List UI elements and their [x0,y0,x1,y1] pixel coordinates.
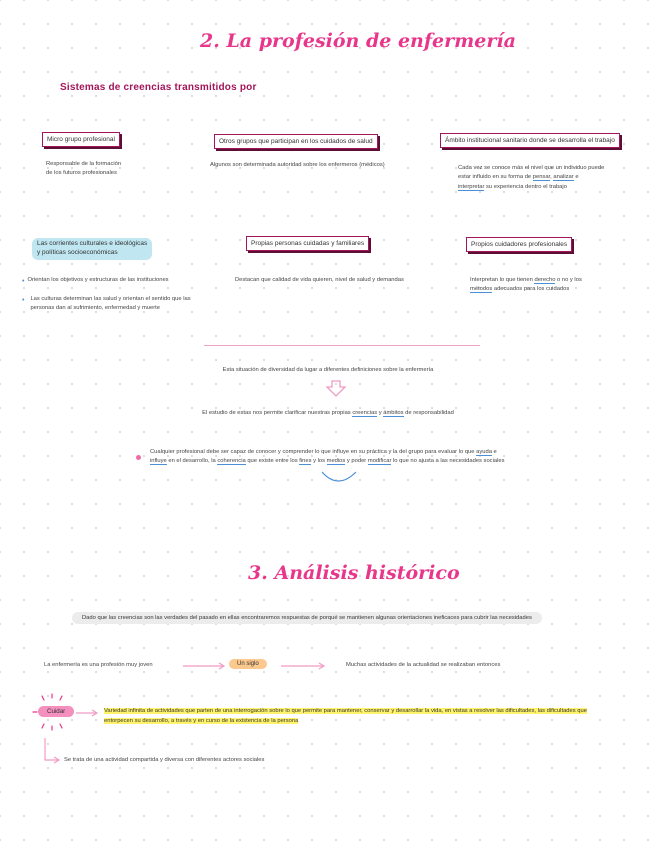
section-2-title: 2. La profesión de enfermería [200,30,516,52]
corrientes-bullets: • Orientan los objetivos y estructuras de las instituciones • Las culturas determinan las salud y orientan el sentido que las personas dan al sufrimiento, enfermedad y muerte [22,277,191,312]
diversity-text: Esta situación de diversidad da lugar a diferentes definiciones sobre la enfermería [222,367,434,373]
arrow-right-icon [183,662,227,670]
un-siglo-pill: Un siglo [229,659,267,669]
propias-personas-desc: Destacan que calidad de vida quieren, nivel de salud y demandas [235,277,404,283]
ambito-institucional-desc: Cada vez se conoce más el nivel que un individuo puede estar influido en su forma de pensar, analizar e interpretar su experiencia dentro el trabajo [458,165,605,190]
cuidar-definition: Variedad infinita de actividades que parten de una interrogación sobre lo que permite para mantener, conservar y desarrollar la vida, en vistas a resolver las dificultades, las dificultades que entorpecen su desarrollo, a través y en curso de la existencia de la persona [104,708,587,725]
micro-grupo-desc: Responsable de la formación de los futuros profesionales [46,161,122,177]
final-text: Se trata de una actividad compartida y diversa con diferentes actores sociales [64,757,265,763]
box-otros-grupos: Otros grupos que participan en los cuidados de salud [214,134,378,149]
down-arrow-icon [326,380,346,398]
box-propios-cuidadores: Propios cuidadores profesionales [466,237,572,252]
otros-grupos-desc: Algunos son determinada autoridad sobre los enfermeros (médicos) [210,162,385,168]
study-text: El estudio de estas nos permite clarificar nuestras propias creencias y ámbitos de responsabilidad [202,410,454,416]
section-subtitle: Sistemas de creencias transmitidos por [60,82,257,93]
section-divider [204,345,480,346]
pink-bullet-icon [136,455,141,460]
professional-paragraph: Cualquier profesional debe ser capaz de conocer y comprender lo que influye en su práctica y la del grupo para evaluar lo que ayuda e influye en el desarrollo, la coherencia que existe entre los fines y los medios y poder modificar lo que no ajusta a las necesidades sociales [150,449,505,465]
flow-left-text: La enfermería es una profesión muy joven [44,662,153,668]
box-ambito-institucional: Ámbito institucional sanitario donde se desarrolla el trabajo [440,133,620,148]
connector-curve-icon [320,470,360,486]
section-3-title: 3. Análisis histórico [248,562,460,584]
box-corrientes-culturales: Las corrientes culturales e ideológicas y políticas socioeconómicas [32,238,152,260]
arrow-right-icon [281,662,327,670]
propios-cuidadores-desc: Interpretan lo que tienen derecho o no y los métodos adecuados para los cuidados [470,277,582,293]
box-propias-personas: Propias personas cuidadas y familiares [246,236,369,251]
elbow-arrow-icon [44,738,62,764]
cuidar-pill: Cuidar [38,706,74,717]
historical-intro: Dado que las creencias son las verdades del pasado en ellas encontraremos respuestas de porqué se mantienen algunas orientaciones ineficaces para cubrir las necesidades [72,612,542,624]
box-micro-grupo: Micro grupo profesional [42,132,120,147]
flow-right-text: Muchas actividades de la actualidad se realizaban entonces [346,662,501,668]
arrow-right-icon [76,709,100,717]
